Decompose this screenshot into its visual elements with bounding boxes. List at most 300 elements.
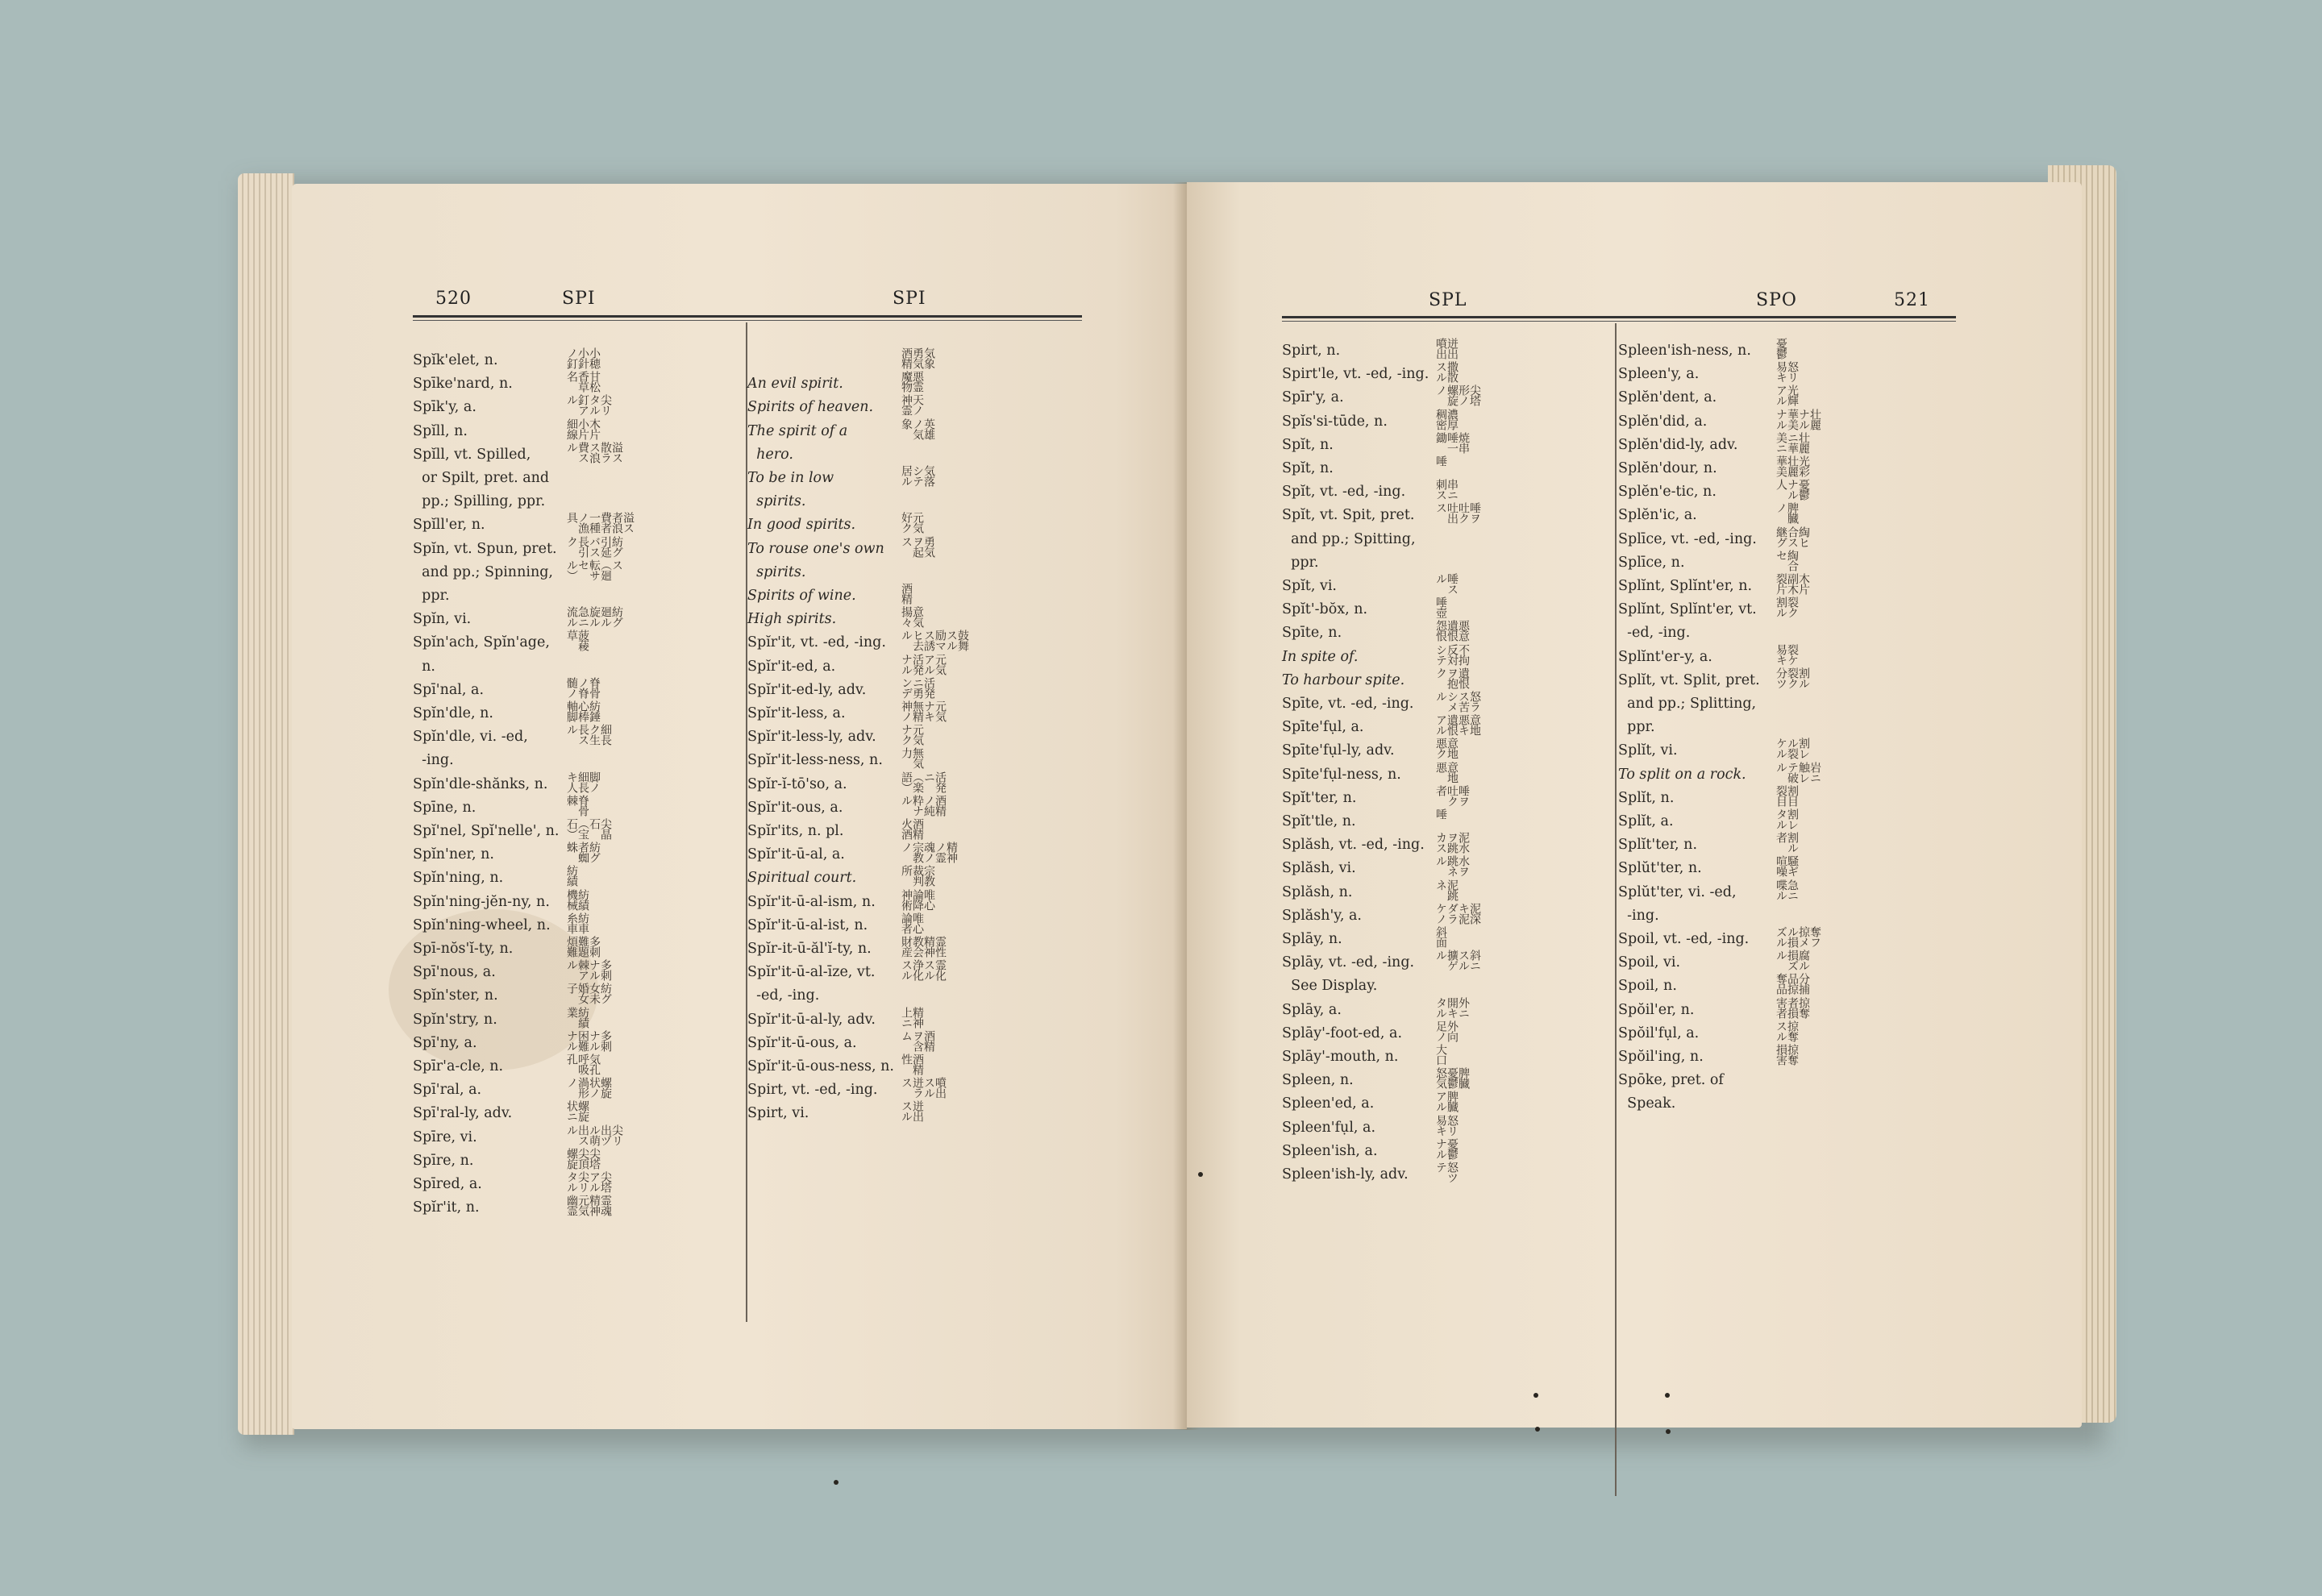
japanese-definition: 斜ニスル擴ゲル	[1434, 950, 1481, 971]
dictionary-entry	[413, 1173, 735, 1196]
dictionary-entry	[413, 1008, 735, 1032]
headword: Spīne, n.	[413, 799, 476, 816]
headword: Spĭt, n.	[1282, 436, 1334, 453]
japanese-definition: 紡績機械	[565, 888, 589, 910]
headword: Splĕn'did, a.	[1618, 413, 1708, 430]
japanese-definition: 怒ラス苦シメル	[1434, 691, 1481, 712]
headword: Spī'ral-ly, adv.	[413, 1105, 513, 1122]
japanese-definition: 唾スル	[1434, 573, 1459, 594]
headword: Spĭt'tle, n.	[1282, 813, 1356, 829]
headword: pp.; Spilling, ppr.	[413, 493, 546, 510]
headword: Spirt, n.	[1282, 343, 1341, 359]
headword: Speak.	[1618, 1095, 1676, 1112]
dictionary-entry	[1618, 951, 1957, 975]
headword: Spĭr'it-ū-ous-ness, n.	[747, 1058, 894, 1074]
dictionary-entry	[1618, 716, 1957, 739]
dictionary-entry	[1618, 598, 1957, 621]
dictionary-entry	[1282, 784, 1604, 810]
japanese-definition: 焼串唾一鋤	[1434, 431, 1470, 453]
dictionary-entry	[413, 843, 735, 867]
headword: To harbour spite.	[1282, 671, 1405, 688]
headword: Spĭr'its, n. pl.	[747, 823, 844, 839]
dictionary-entry	[747, 1079, 1078, 1102]
japanese-definition: 唾	[1434, 455, 1447, 466]
japanese-definition: 紡績業	[565, 1006, 589, 1028]
japanese-definition: 憂鬱ナル	[1434, 1137, 1459, 1159]
dictionary-entry	[1282, 643, 1604, 669]
japanese-definition: 騒ギ喧噪	[1775, 855, 1799, 877]
headword: Spĭr'it-ed, a.	[747, 658, 836, 675]
japanese-definition: 脊骨棘	[565, 794, 589, 816]
headword: Splĭt, vt. Split, pret.	[1618, 671, 1760, 688]
headword: Spŏil'er, n.	[1618, 1001, 1695, 1018]
headword: n.	[413, 658, 435, 675]
headword: Splăsh, vt. -ed, -ing.	[1282, 837, 1425, 854]
headword: Splĭnt, Splĭnt'er, n.	[1618, 578, 1753, 594]
left-page-column-2	[747, 349, 1078, 1340]
headword: Spĭr-it-ū-ăl'ĭ-ty, n.	[747, 941, 872, 957]
japanese-definition: 木片小片細線	[565, 418, 601, 439]
headword: Spĭr'it-ū-al-ist, n.	[747, 916, 868, 933]
dictionary-entry	[413, 867, 735, 890]
japanese-definition: 迸出スル	[900, 1100, 924, 1122]
headword: Spĭn, vt. Spun, pret.	[413, 540, 557, 557]
dictionary-entry	[747, 937, 1078, 961]
headword: Spīte, vt. -ed, -ing.	[1282, 696, 1414, 712]
japanese-definition: 撒散スル	[1434, 361, 1459, 383]
headword: and pp.; Spinning,	[413, 563, 553, 580]
dictionary-entry	[1282, 410, 1604, 434]
dictionary-entry	[1618, 763, 1957, 787]
dictionary-entry	[747, 961, 1078, 984]
headword: Spĭll, vt. Spilled,	[413, 446, 531, 463]
headword: Spĭs'si-tūde, n.	[1282, 413, 1388, 430]
headword: Spĭll'er, n.	[413, 517, 485, 534]
headword: Splāy, vt. -ed, -ing.	[1282, 954, 1415, 971]
dictionary-entry	[1282, 528, 1604, 551]
japanese-definition: 勇気ヲ起ス	[900, 535, 935, 557]
dictionary-entry	[1282, 996, 1604, 1022]
japanese-definition: 精神上ニ	[900, 1006, 924, 1028]
dictionary-entry	[413, 914, 735, 937]
dictionary-entry	[747, 608, 1078, 631]
dictionary-entry	[1282, 457, 1604, 480]
japanese-definition: 割目裂目	[1775, 784, 1799, 806]
headword: Splŭt'ter, n.	[1618, 860, 1702, 877]
japanese-definition: 外向足ノ	[1434, 1020, 1459, 1041]
japanese-definition: 脚ノ細長キ人	[565, 771, 601, 792]
headword: Spīred, a.	[413, 1176, 482, 1192]
dictionary-entry	[1282, 575, 1604, 598]
headword: Spoil, vt. -ed, -ing.	[1618, 931, 1750, 947]
japanese-definition: 綯ヒ合ス継グ	[1775, 526, 1810, 547]
headword: Splāy, n.	[1282, 931, 1342, 947]
headword: Spoil, vi.	[1618, 954, 1681, 971]
headword: Splŭt'ter, vi. -ed,	[1618, 883, 1737, 900]
headword: -ing.	[413, 752, 454, 769]
headword: and pp.; Spitting,	[1282, 530, 1416, 547]
headword: Splāy'-foot-ed, a.	[1282, 1025, 1403, 1041]
headword: -ing.	[1618, 907, 1659, 924]
dictionary-entry	[1282, 621, 1604, 645]
dictionary-entry	[1618, 928, 1957, 951]
japanese-definition: 唾ヲ吐ク吐出ス	[1434, 502, 1481, 524]
japanese-definition: 紡グ者蜘蛛	[565, 842, 601, 863]
dictionary-entry	[747, 1055, 1078, 1079]
dictionary-entry	[1282, 551, 1604, 575]
dictionary-entry	[413, 725, 735, 749]
japanese-definition: 細長ク生長スル	[565, 724, 612, 746]
japanese-definition: 悪霊魔物	[900, 371, 924, 393]
dictionary-entry	[413, 1126, 735, 1149]
headword: Spī'nous, a.	[413, 964, 496, 981]
dictionary-entry	[747, 749, 1078, 772]
dictionary-entry	[747, 349, 1078, 372]
header-guide-word-right: SPO	[1756, 290, 1797, 310]
headword: Spleen'fụl, a.	[1282, 1119, 1376, 1136]
dictionary-entry	[1282, 951, 1604, 975]
dictionary-entry	[747, 467, 1078, 490]
dictionary-entry	[1282, 763, 1604, 787]
dictionary-entry	[1618, 480, 1957, 504]
japanese-definition: 甘松香草名	[565, 371, 601, 393]
dictionary-entry	[1618, 457, 1957, 480]
headword: Splāy'-mouth, n.	[1282, 1049, 1399, 1065]
headword: In spite of.	[1282, 648, 1359, 665]
japanese-definition: 綯合セ	[1775, 549, 1799, 571]
dictionary-entry	[1282, 904, 1604, 928]
dictionary-entry	[1618, 1092, 1957, 1116]
dictionary-entry	[1618, 857, 1957, 880]
headword: Spĭn'ning-wheel, n.	[413, 916, 551, 933]
dictionary-entry	[1282, 480, 1604, 504]
headword: Spĭr'it-ed-ly, adv.	[747, 681, 867, 698]
japanese-definition: 怒リ易キ	[1775, 361, 1799, 383]
japanese-definition: 唾	[1434, 808, 1447, 819]
japanese-definition: 岩ニ触レテ破ル	[1775, 761, 1821, 783]
headword: Spĭt, vt. -ed, -ing.	[1282, 484, 1406, 501]
headword: Spĭn'ster, n.	[413, 987, 498, 1004]
japanese-definition: 意地悪	[1434, 761, 1459, 783]
headword: Spīte'fụl-ness, n.	[1282, 766, 1401, 783]
headword: To split on a rock.	[1618, 766, 1746, 783]
dictionary-entry	[413, 1055, 735, 1079]
dictionary-entry	[1282, 504, 1604, 527]
dictionary-entry	[1282, 739, 1604, 763]
japanese-definition: 霊化スル浄化スル	[900, 959, 947, 981]
headword: Spĭn'ach, Spĭn'age,	[413, 634, 550, 651]
japanese-definition: 壮麗ニ華美ニ	[1775, 431, 1810, 453]
japanese-definition: 腐ル損ズル	[1775, 950, 1810, 971]
japanese-definition: 水ヲ跳ネル	[1434, 855, 1470, 877]
japanese-definition: 大口	[1434, 1044, 1447, 1065]
headword: Spĭt'ter, n.	[1282, 789, 1357, 806]
japanese-definition: 紡車糸車	[565, 912, 589, 933]
headword: Spĭr'it, vt. -ed, -ing.	[747, 634, 886, 651]
headword: Splīce, vt. -ed, -ing.	[1618, 530, 1757, 547]
dictionary-entry	[747, 513, 1078, 537]
japanese-definition: 酒精性	[900, 1054, 924, 1074]
header-guide-word-left: SPL	[1429, 290, 1467, 310]
japanese-definition: 遺恨ヲ抱ク	[1434, 667, 1470, 688]
japanese-definition: 唾壺	[1434, 596, 1447, 618]
dictionary-entry	[413, 796, 735, 820]
dictionary-entry	[1282, 1092, 1604, 1116]
headword: Spĭr'it, n.	[413, 1199, 480, 1216]
japanese-definition: 霊性精神教会財産	[900, 936, 947, 957]
dictionary-entry	[747, 1008, 1078, 1032]
headword: hero.	[747, 446, 793, 463]
dictionary-entry	[413, 1196, 735, 1220]
headword: Spirt, vi.	[747, 1105, 809, 1122]
headword: -ed, -ing.	[747, 987, 820, 1004]
headword: Spĭn'dle-shănks, n.	[413, 775, 548, 792]
right-page	[1187, 182, 2082, 1428]
page-number: 520	[435, 289, 472, 309]
headword: Spīke'nard, n.	[413, 376, 513, 393]
dictionary-entry	[413, 490, 735, 513]
headword: Spĭt'-bŏx, n.	[1282, 601, 1368, 618]
japanese-definition: 溢ス散ラス浪費スル	[565, 441, 623, 463]
headword: or Spilt, pret. and	[413, 470, 550, 486]
dictionary-entry	[1282, 1045, 1604, 1069]
dictionary-entry	[413, 513, 735, 537]
headword: Spĭll, n.	[413, 422, 468, 439]
headword: Splĭt, a.	[1618, 813, 1674, 829]
dictionary-entry	[747, 796, 1078, 820]
japanese-definition: 尖リ出ヅル萌出スル	[565, 1124, 623, 1145]
dictionary-entry	[1282, 363, 1604, 386]
headword: Splĭnt, Splĭnt'er, vt.	[1618, 601, 1757, 618]
japanese-definition: 元気アル活発ナル	[900, 653, 947, 675]
headword: The spirit of a	[747, 422, 848, 439]
dictionary-entry	[1618, 739, 1957, 763]
dictionary-entry	[1618, 410, 1957, 434]
headword: Splĭt, vi.	[1618, 742, 1678, 759]
japanese-definition: 英雄ノ気象	[900, 418, 935, 439]
headword: spirits.	[747, 493, 806, 510]
headword: Spoil, n.	[1618, 978, 1677, 995]
dictionary-entry	[1618, 881, 1957, 904]
dictionary-entry	[1618, 810, 1957, 833]
dictionary-entry	[747, 490, 1078, 513]
japanese-definition: 鼓舞スル励マス誘ヒ去ル	[900, 630, 969, 651]
japanese-definition: 酒精ヲ含ム	[900, 1029, 935, 1051]
headword: Spirits of heaven.	[747, 399, 874, 416]
japanese-definition: 紡績	[565, 865, 578, 887]
dictionary-entry	[1282, 1163, 1604, 1187]
japanese-definition: 溢ス者浪費者一種ノ漁具	[565, 512, 635, 534]
japanese-definition: 裂ケ易キ	[1775, 643, 1799, 665]
japanese-definition: 割ル裂ク分ツ	[1775, 667, 1810, 688]
headword: Splĭt'ter, n.	[1618, 837, 1698, 854]
japanese-definition: 酒精	[900, 583, 913, 604]
headword: An evil spirit.	[747, 376, 843, 393]
headword: Spĭr-ĭ-tō'so, a.	[747, 775, 847, 792]
headword: Spīte'fụl-ly, adv.	[1282, 742, 1395, 759]
dictionary-entry	[1618, 669, 1957, 692]
dictionary-entry	[1282, 1116, 1604, 1140]
dictionary-entry	[747, 655, 1078, 679]
headword: Spĭt, n.	[1282, 460, 1334, 476]
japanese-definition: 泥深キ泥ダラケノ	[1434, 902, 1481, 924]
headword: Spirits of wine.	[747, 588, 856, 604]
page-edges-left	[238, 173, 294, 1435]
headword: Spĭr'it-ū-al, a.	[747, 846, 845, 863]
dictionary-entry	[747, 1102, 1078, 1125]
headword: Spī'nal, a.	[413, 681, 485, 698]
headword: Spĭn'dle, vi. -ed,	[413, 729, 528, 746]
japanese-definition: 脾臓ノ	[1775, 502, 1799, 524]
dictionary-entry	[413, 608, 735, 631]
dictionary-entry	[413, 584, 735, 608]
japanese-definition: 紡錘心棒軸脚	[565, 700, 601, 721]
headword: Spīr'a-cle, n.	[413, 1058, 504, 1074]
japanese-definition: 多刺難題煩難	[565, 936, 601, 957]
japanese-definition: 奪フ掠メル損ズル	[1775, 926, 1821, 947]
left-page-column-1	[413, 349, 735, 1340]
dictionary-entry	[1618, 643, 1957, 669]
headword: Spī-nŏs'ĭ-ty, n.	[413, 941, 514, 957]
headword: Spleen'ish-ly, adv.	[1282, 1166, 1409, 1182]
japanese-definition: 光輝アル	[1775, 384, 1799, 406]
dictionary-entry	[1618, 551, 1957, 575]
japanese-definition: 掠奪損害	[1775, 1044, 1799, 1065]
japanese-definition: ス（廻転サセル）	[565, 559, 623, 580]
headword: Spĭr'it-less-ness, n.	[747, 752, 883, 769]
headword: Spīre, n.	[413, 1152, 474, 1169]
headword: spirits.	[747, 563, 806, 580]
dictionary-entry	[413, 1079, 735, 1102]
japanese-definition: 尖塔形ノ螺旋ノ	[1434, 384, 1481, 406]
headword: Spĭr'it-ū-ous, a.	[747, 1034, 857, 1051]
japanese-definition: 迸出噴出	[1434, 338, 1459, 359]
dictionary-entry	[1282, 669, 1604, 692]
japanese-definition: 割ル者	[1775, 832, 1799, 854]
headword: Spŏil'ing, n.	[1618, 1049, 1704, 1065]
headword: Spĭn'ner, n.	[413, 846, 494, 863]
japanese-definition: 宗教裁判所	[900, 865, 935, 887]
headword: Spĭk'elet, n.	[413, 352, 498, 368]
headword: Spiritual court.	[747, 870, 857, 887]
dictionary-entry	[1618, 386, 1957, 409]
right-page-column-2	[1618, 339, 1957, 1500]
japanese-definition: 意地悪ク	[1434, 738, 1459, 759]
dictionary-entry	[1282, 692, 1604, 716]
japanese-definition: 斜面	[1434, 926, 1447, 947]
page-number: 521	[1894, 290, 1930, 310]
dictionary-entry	[747, 584, 1078, 608]
headword: Spĭn, vi.	[413, 611, 472, 628]
dictionary-entry	[1618, 621, 1957, 645]
dictionary-entry	[747, 561, 1078, 584]
dictionary-entry	[1282, 975, 1604, 998]
dictionary-entry	[413, 820, 735, 843]
dictionary-entry	[1282, 833, 1604, 857]
headword: Spōke, pret. of	[1618, 1072, 1724, 1089]
japanese-definition: 元気好ク	[900, 512, 924, 534]
japanese-definition: 怒リ易キ	[1434, 1114, 1459, 1136]
dictionary-entry	[1618, 975, 1957, 998]
headword: Splāy, a.	[1282, 1001, 1342, 1018]
dictionary-entry	[413, 888, 735, 914]
headword: Splăsh'y, a.	[1282, 907, 1362, 924]
japanese-definition: 憂鬱ナル人	[1775, 479, 1810, 501]
dictionary-entry	[413, 1029, 735, 1055]
headword: Spĭr'it-ū-al-ism, n.	[747, 893, 876, 910]
japanese-definition: 尖塔尖頂螺旋	[565, 1147, 601, 1169]
headword: Spŏil'fụl, a.	[1618, 1025, 1700, 1041]
japanese-definition: 唯心論降神術	[900, 888, 935, 910]
headword: Splăsh, n.	[1282, 883, 1353, 900]
headword: Spĭr'it-less-ly, adv.	[747, 729, 876, 746]
right-page-column-1	[1282, 339, 1604, 1500]
dictionary-entry	[1618, 904, 1957, 928]
dictionary-entry	[747, 888, 1078, 914]
headword: Spīte'fụl, a.	[1282, 719, 1364, 736]
dictionary-entry	[413, 420, 735, 443]
japanese-definition: 天ノ神霊	[900, 394, 924, 416]
dictionary-entry	[747, 843, 1078, 867]
japanese-definition: 裂ク割ル	[1775, 596, 1799, 618]
headword: Spĭr'it-less, a.	[747, 705, 846, 721]
japanese-definition: 分捕品掠奪品	[1775, 973, 1810, 995]
headword: Spīre, vi.	[413, 1128, 477, 1145]
headword: Spleen'ish-ness, n.	[1618, 343, 1751, 359]
headword: Spĭn'ning, n.	[413, 870, 504, 887]
dictionary-entry	[1282, 928, 1604, 951]
headword: Splĕn'dent, a.	[1618, 389, 1717, 406]
dictionary-entry	[413, 655, 735, 679]
dictionary-entry	[413, 749, 735, 772]
dictionary-entry	[413, 396, 735, 419]
japanese-definition: 紡グ廻ル旋ル急ニ流ル	[565, 606, 623, 628]
dictionary-entry	[747, 984, 1078, 1008]
headword: Splĕn'did-ly, adv.	[1618, 436, 1738, 453]
headword: To be in low	[747, 470, 834, 486]
headword: Splĭnt'er-y, a.	[1618, 648, 1712, 665]
dictionary-entry	[1618, 784, 1957, 810]
japanese-definition: 菠薐草	[565, 630, 589, 651]
dictionary-entry	[747, 420, 1078, 443]
dictionary-entry	[1618, 339, 1957, 363]
dictionary-entry	[1282, 1137, 1604, 1163]
headword: -ed, -ing.	[1618, 625, 1691, 642]
headword: Spleen'y, a.	[1618, 366, 1700, 383]
japanese-definition: 酒精ノ純粋ナル	[900, 794, 947, 816]
header-guide-word-left: SPI	[562, 289, 596, 309]
japanese-definition: 脊骨ノ脊髄ノ	[565, 676, 601, 698]
japanese-definition: 酒精火酒	[900, 818, 924, 839]
headword: Spĭn'stry, n.	[413, 1011, 497, 1028]
dictionary-entry	[413, 702, 735, 725]
headword: See Display.	[1282, 978, 1378, 995]
japanese-definition: 螺旋状ニ	[565, 1100, 589, 1122]
dictionary-entry	[1282, 857, 1604, 880]
japanese-definition: 紡グ引延バス長引ク	[565, 535, 623, 557]
headword: Spĭt, vt. Spit, pret.	[1282, 507, 1415, 524]
japanese-definition: 尖塔アル尖リタル	[565, 1171, 612, 1192]
dictionary-entry	[413, 372, 735, 396]
headword: and pp.; Splitting,	[1618, 696, 1757, 712]
dictionary-entry	[747, 867, 1078, 890]
headword: Spī'ral, a.	[413, 1082, 482, 1099]
headword: ppr.	[1618, 719, 1655, 736]
headword: Splăsh, vi.	[1282, 860, 1356, 877]
japanese-definition: 脾臓憂鬱怒気	[1434, 1067, 1470, 1089]
headword: Spī'ny, a.	[413, 1034, 477, 1051]
headword: Spleen'ed, a.	[1282, 1095, 1375, 1112]
